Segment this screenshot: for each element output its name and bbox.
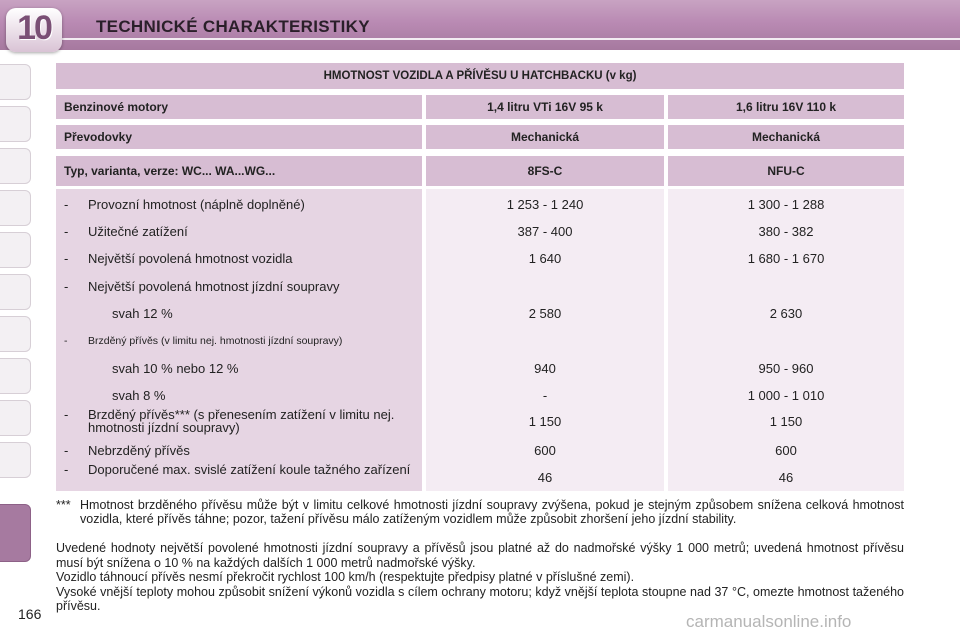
row-value-col1: 46 <box>537 470 553 485</box>
page-number: 166 <box>18 606 42 622</box>
row-dash: - <box>64 443 69 458</box>
side-tab[interactable] <box>0 232 31 268</box>
chapter-title: TECHNICKÉ CHARAKTERISTIKY <box>96 17 370 36</box>
row-label: Nebrzděný přívěs <box>88 443 190 458</box>
row-value-col2: 1 680 - 1 670 <box>747 251 825 266</box>
row-label: svah 12 % <box>112 306 173 321</box>
side-tab[interactable] <box>0 106 31 142</box>
row-value-col2: 1 000 - 1 010 <box>747 388 825 403</box>
row-dash: - <box>64 335 68 347</box>
notes-line: Uvedené hodnoty největší povolené hmotnosti jízdní soupravy a přívěsů jsou platné až do nadmořské výšky 1 000 metrů; uvedená hmotnost přívěsu musí být snížena o 10 % na každých dalších 1 000 metrů nadmořské výšky. <box>56 541 904 570</box>
header-label: Převodovky <box>56 125 422 149</box>
row-label: Brzděný přívěs (v limitu nej. hmotnosti jízdní soupravy) <box>88 335 343 347</box>
row-label: svah 10 % nebo 12 % <box>112 361 239 376</box>
row-dash: - <box>64 224 69 239</box>
table-header-row <box>56 125 904 149</box>
row-value-col2: 46 <box>778 470 794 485</box>
notes-line: Vozidlo táhnoucí přívěs nesmí překročit rychlost 100 km/h (respektujte předpisy platné v příslušné zemi). <box>56 570 635 584</box>
table-title: HMOTNOST VOZIDLA A PŘÍVĚSU U HATCHBACKU (v kg) <box>323 70 637 82</box>
side-tab[interactable] <box>0 316 31 352</box>
row-label: Užitečné zatížení <box>88 224 188 239</box>
row-dash: - <box>64 251 69 266</box>
chapter-side-tabs <box>0 64 34 572</box>
side-tab[interactable] <box>0 148 31 184</box>
row-value-col1: 387 - 400 <box>517 224 573 239</box>
row-value-col2: 950 - 960 <box>758 361 814 376</box>
side-tab[interactable] <box>0 274 31 310</box>
footnote-text: Hmotnost brzděného přívěsu může být v limitu celkové hmotnosti jízdní soupravy zvýšena, pokud je stejným způsobem snížena celková hmotnost vozidla, které přívěs táhne; pozor, tažení přívěsu málo zatíženým vozidlem může způsobit zhoršení jeho jízdní stability. <box>80 498 904 526</box>
row-value-col2: 2 630 <box>769 306 803 321</box>
row-value-col1: 940 <box>534 361 556 376</box>
header-col2: 1,6 litru 16V 110 k <box>668 95 904 119</box>
row-label: Brzděný přívěs*** (s přenesením zatížení v limitu nej. hmotnosti jízdní soupravy) <box>88 407 395 435</box>
side-tab[interactable] <box>0 190 31 226</box>
row-value-col2: 380 - 382 <box>758 224 814 239</box>
row-value-col1: 600 <box>534 443 556 458</box>
header-label: Benzinové motory <box>56 95 422 119</box>
row-value-col2: 1 150 <box>769 414 803 429</box>
row-label: Provozní hmotnost (náplně doplněné) <box>88 197 305 212</box>
table-title-row <box>56 63 904 89</box>
row-label: svah 8 % <box>112 388 166 403</box>
side-tab[interactable] <box>0 442 31 478</box>
row-dash: - <box>64 462 69 477</box>
footnote <box>56 498 904 526</box>
table-header-row <box>56 95 904 119</box>
side-tab[interactable] <box>0 64 31 100</box>
header-col2: Mechanická <box>668 125 904 149</box>
row-dash: - <box>64 279 69 294</box>
header-col2: NFU-C <box>668 156 904 186</box>
header-divider <box>60 38 960 40</box>
table-header-row <box>56 156 904 186</box>
row-dash: - <box>64 197 69 212</box>
header-col1: 1,4 litru VTi 16V 95 k <box>426 95 664 119</box>
row-value-col1: 1 640 <box>528 251 562 266</box>
row-value-col1: 1 253 - 1 240 <box>506 197 584 212</box>
header-label: Typ, varianta, verze: WC... WA...WG... <box>56 156 422 186</box>
row-value-col1: 2 580 <box>528 306 562 321</box>
side-tab[interactable] <box>0 400 31 436</box>
header-col1: Mechanická <box>426 125 664 149</box>
side-tab[interactable] <box>0 358 31 394</box>
row-value-col2: 600 <box>775 443 797 458</box>
row-dash: - <box>64 407 69 422</box>
row-value-col2: 1 300 - 1 288 <box>747 197 825 212</box>
chapter-number: 10 <box>17 9 51 47</box>
row-label: Největší povolená hmotnost vozidla <box>88 251 293 266</box>
side-tab-active[interactable] <box>0 504 31 562</box>
footnote-mark: *** <box>56 498 71 512</box>
watermark: carmanualsonline.info <box>686 612 852 631</box>
row-value-col1: 1 150 <box>528 414 562 429</box>
notes-paragraph <box>56 541 904 614</box>
header-col1: 8FS-C <box>426 156 664 186</box>
notes-line: Vysoké vnější teploty mohou způsobit snížení výkonů vozidla s cílem ochrany motoru; když vnější teplota stoupne nad 37 °C, omezte hmotnost taženého přívěsu. <box>56 584 904 613</box>
row-value-col1: - <box>542 388 548 403</box>
row-label: Největší povolená hmotnost jízdní soupravy <box>88 279 340 294</box>
row-label: Doporučené max. svislé zatížení koule tažného zařízení <box>88 462 411 477</box>
